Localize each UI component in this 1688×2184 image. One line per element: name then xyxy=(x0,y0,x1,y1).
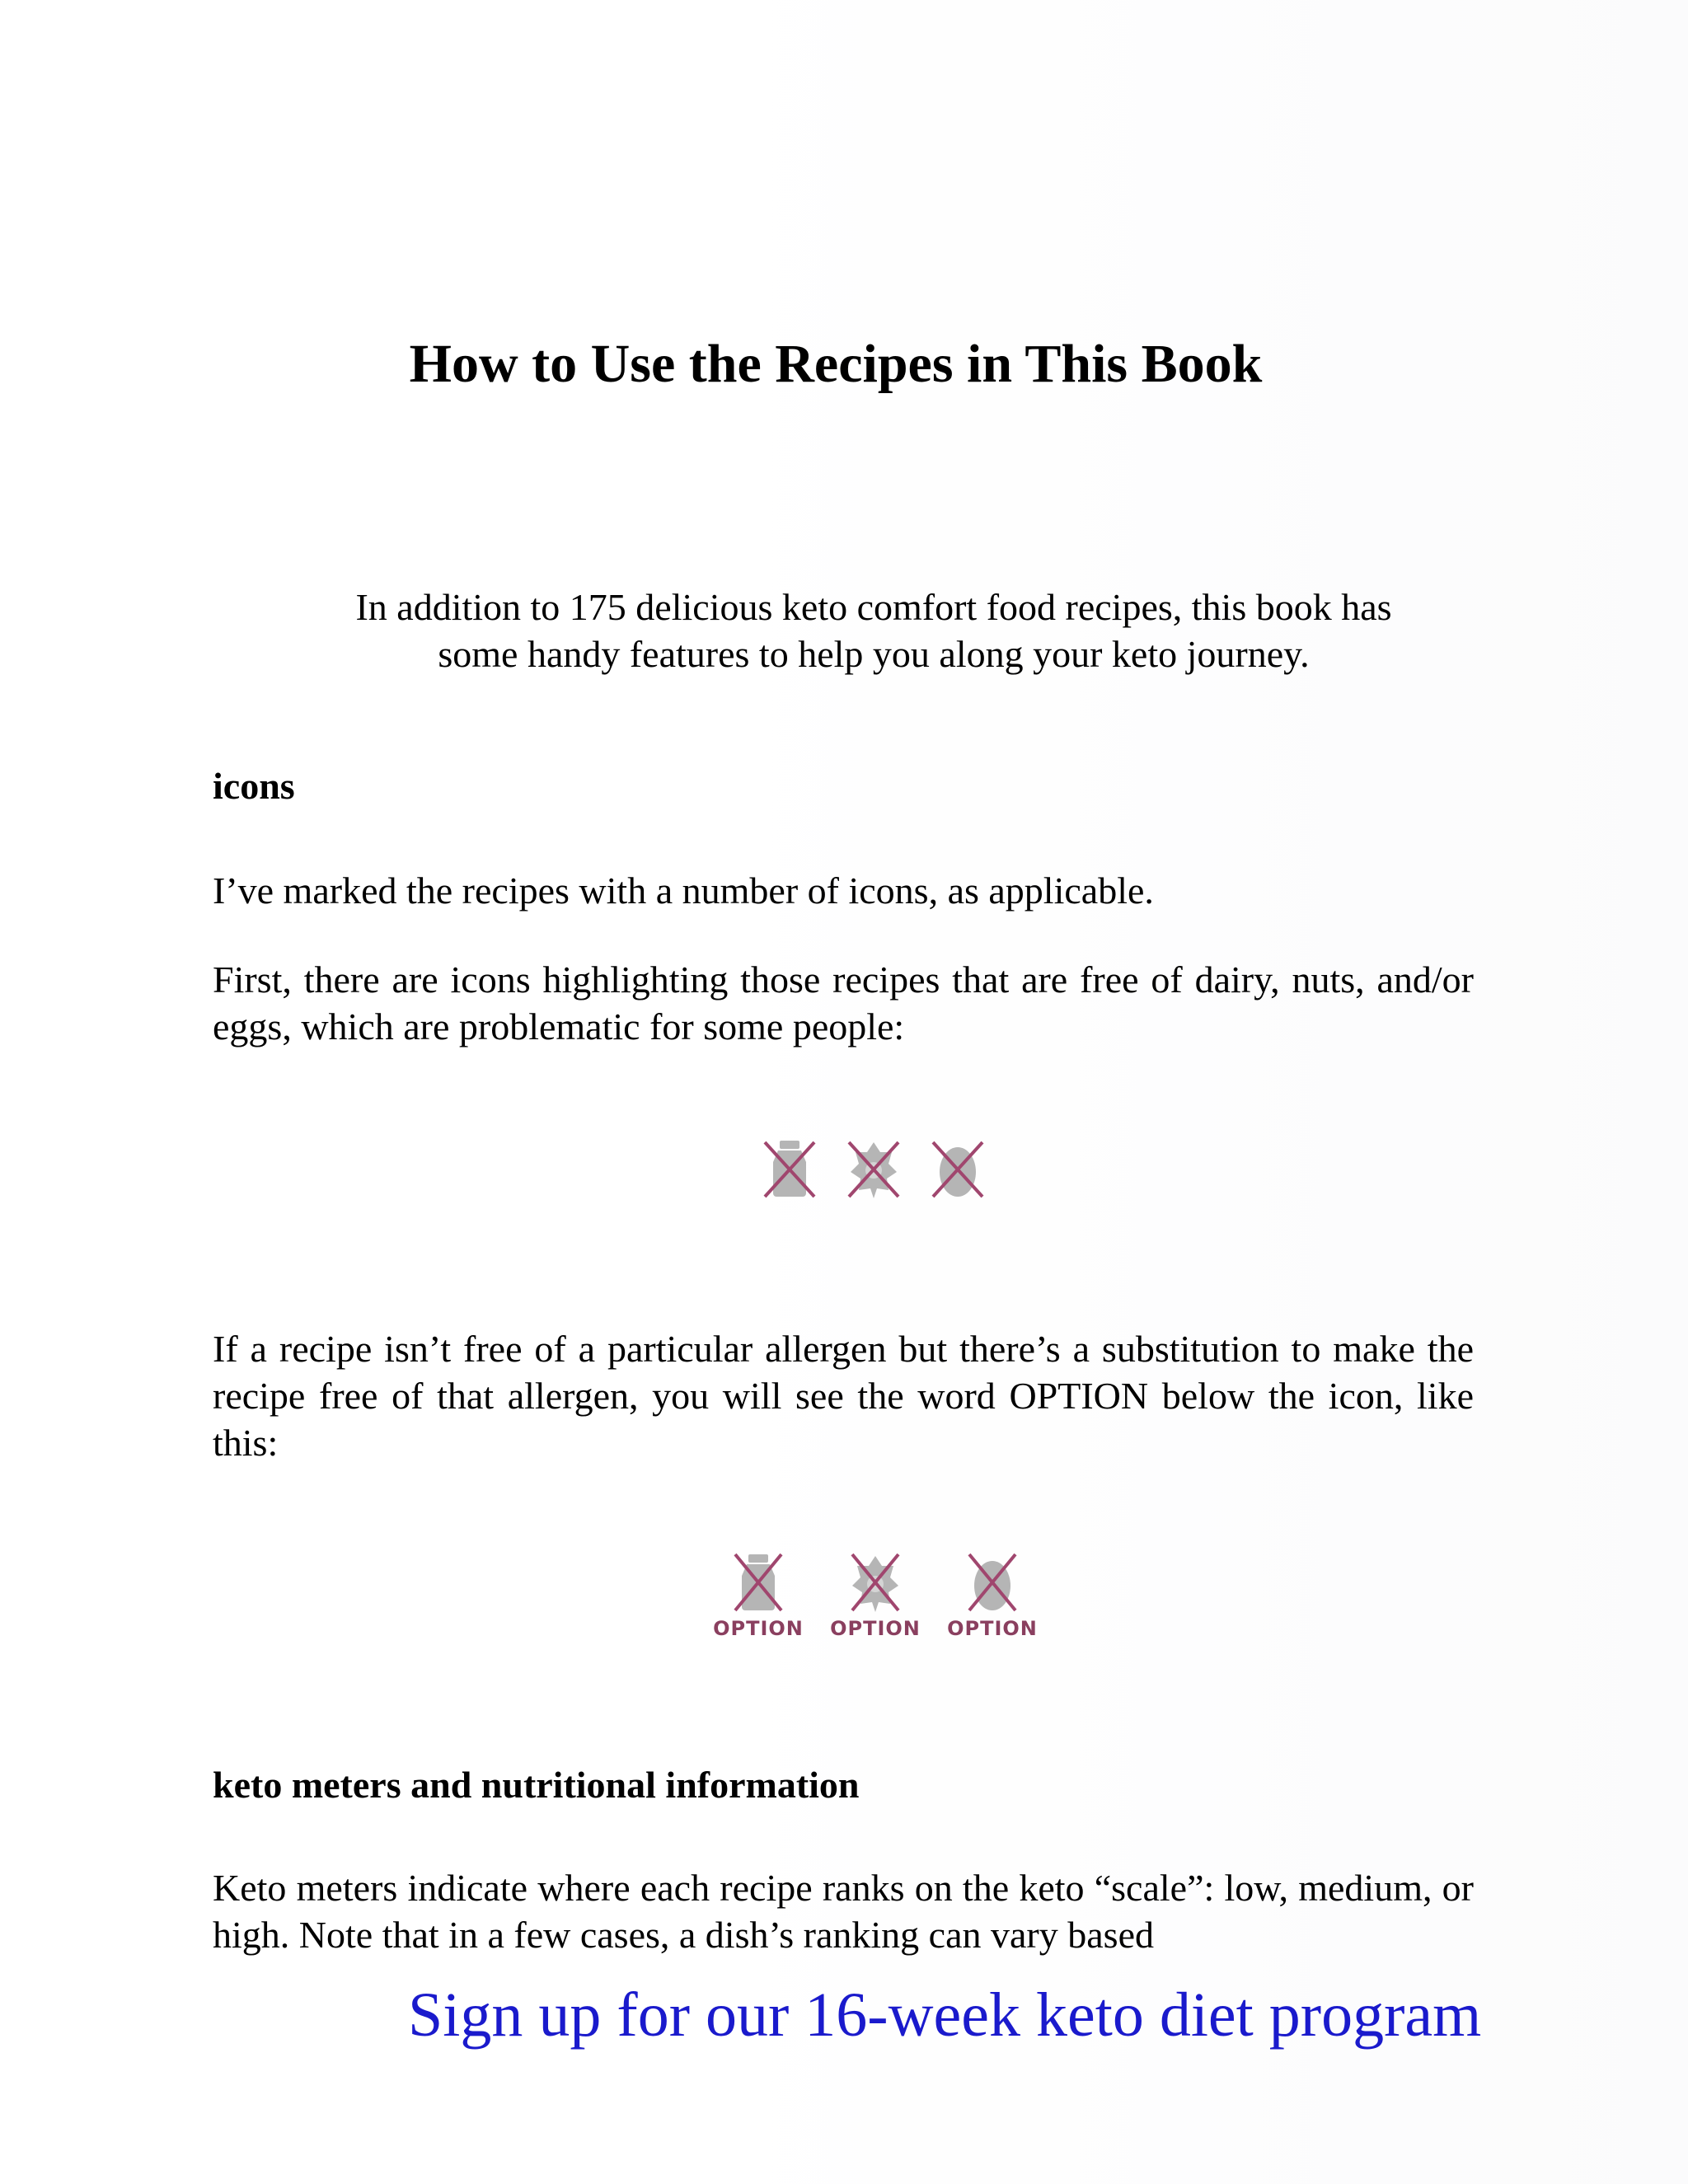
intro-line-2: some handy features to help you along your keto journey. xyxy=(438,633,1310,675)
egg-icon xyxy=(959,1549,1025,1615)
icons-paragraph-3: If a recipe isn’t free of a particular allergen but there’s a substitution to make the recipe free of that allergen, you will see the word OPTION below the icon, like this: xyxy=(213,1328,1474,1464)
intro-line-1: In addition to 175 delicious keto comfort food recipes, this book has xyxy=(355,586,1392,628)
egg-free-icon xyxy=(925,1136,991,1202)
section-heading-keto-meters: keto meters and nutritional information xyxy=(213,1764,860,1806)
dairy-icon xyxy=(725,1549,791,1615)
promo-link[interactable]: Sign up for our 16-week keto diet program xyxy=(408,1980,1482,2050)
icons-paragraph-1: I’ve marked the recipes with a number of icons, as applicable. xyxy=(213,869,1154,912)
intro-paragraph xyxy=(272,583,1475,677)
option-icons-row xyxy=(713,1549,1038,1640)
nut-option-icon xyxy=(830,1549,921,1640)
dairy-option-icon xyxy=(713,1549,804,1640)
nut-icon xyxy=(842,1549,908,1615)
icons-paragraph-2: First, there are icons highlighting those recipes that are free of dairy, nuts, and/or eggs, which are problematic for some people: xyxy=(213,958,1474,1047)
dairy-free-icon xyxy=(757,1136,823,1202)
nut-free-icon xyxy=(841,1136,907,1202)
page-title: How to Use the Recipes in This Book xyxy=(409,334,1263,394)
allergen-icons-row xyxy=(757,1136,991,1202)
option-label: OPTION xyxy=(947,1617,1038,1640)
option-label: OPTION xyxy=(830,1617,921,1640)
keto-meters-paragraph: Keto meters indicate where each recipe ranks on the keto “scale”: low, medium, or high. Note that in a few cases, a dish’s ranking can vary based xyxy=(213,1867,1474,1956)
option-label: OPTION xyxy=(713,1617,804,1640)
egg-option-icon xyxy=(947,1549,1038,1640)
section-heading-icons: icons xyxy=(213,765,295,807)
